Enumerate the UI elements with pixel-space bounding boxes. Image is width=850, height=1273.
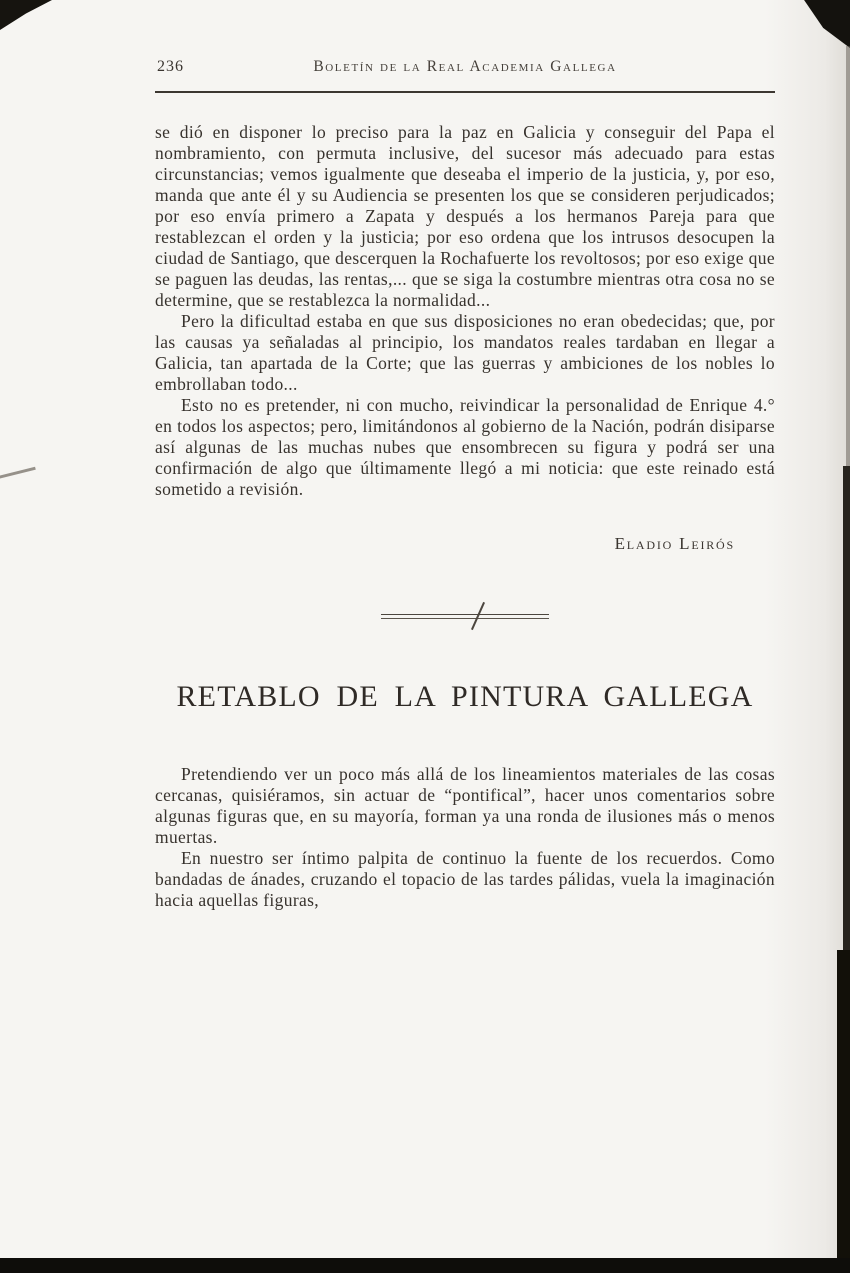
scan-edge-right-bottom [837, 950, 850, 1273]
page-header [155, 58, 775, 78]
running-header: Boletín de la Real Academia Gallega [313, 58, 617, 75]
paragraph: Pretendiendo ver un poco más allá de los lineamientos materiales de las cosas cercanas, quisiéramos, sin actuar de “pontifical”, hacer unos comentarios sobre algunas figuras que, en su mayoría, forman ya una ronda de ilusiones más o menos muertas. [155, 764, 775, 847]
scan-edge-right-middle [843, 466, 850, 956]
paragraph: Pero la dificultad estaba en que sus disposiciones no eran obedecidas; que, por las causas ya señaladas al principio, los mandatos reales tardaban en llegar a Galicia, tan apartada de la Corte; que las guerras y ambiciones de los nobles lo embrollaban todo... [155, 311, 775, 394]
scan-edge-bottom [0, 1258, 850, 1273]
author-signature: Eladio Leirós [614, 534, 735, 553]
new-article-text [155, 764, 775, 911]
section-divider [381, 604, 549, 630]
paragraph-continuation: se dió en disponer lo preciso para la paz en Galicia y conseguir del Papa el nombramiento, con permuta inclusive, del sucesor más adecuado para estas circunstancias; vemos igualmente que deseaba el imperio de la justicia, y, por eso, manda que ante él y su Audiencia se presenten los que se consideren perjudicados; por eso envía primero a Zapata y después a los hermanos Pareja para que restablezcan el orden y la justicia; por eso ordena que los intrusos desocupen la ciudad de Santiago, que descerquen la Rochafuerte los revoltosos; por eso exige que se paguen las deudas, las rentas,... que se siga la costumbre mientras otra cosa no se determine, que se restablezca la normalidad... [155, 122, 775, 310]
scan-edge-right-top [846, 46, 850, 466]
divider-line [381, 614, 549, 619]
page-content [155, 0, 775, 911]
scan-mark-left-margin [0, 467, 36, 480]
paragraph: En nuestro ser íntimo palpita de continuo la fuente de los recuerdos. Como bandadas de ánades, cruzando el topacio de las tardes pálidas, vuela la imaginación hacia aquellas figuras, [155, 848, 775, 910]
header-rule [155, 91, 775, 93]
page-number: 236 [157, 58, 184, 75]
article-end-text [155, 122, 775, 500]
scan-mark-top-right [794, 0, 850, 48]
article-title: RETABLO DE LA PINTURA GALLEGA [176, 680, 754, 713]
scan-mark-top-left [0, 0, 52, 30]
paragraph: Esto no es pretender, ni con mucho, reivindicar la personalidad de Enrique 4.° en todos los aspectos; pero, limitándonos al gobierno de la Nación, podrán disiparse así algunas de las muchas nubes que ensombrecen su figura y podrá ser una confirmación de algo que últimamente llegó a mi noticia: que este reinado está sometido a revisión. [155, 395, 775, 499]
